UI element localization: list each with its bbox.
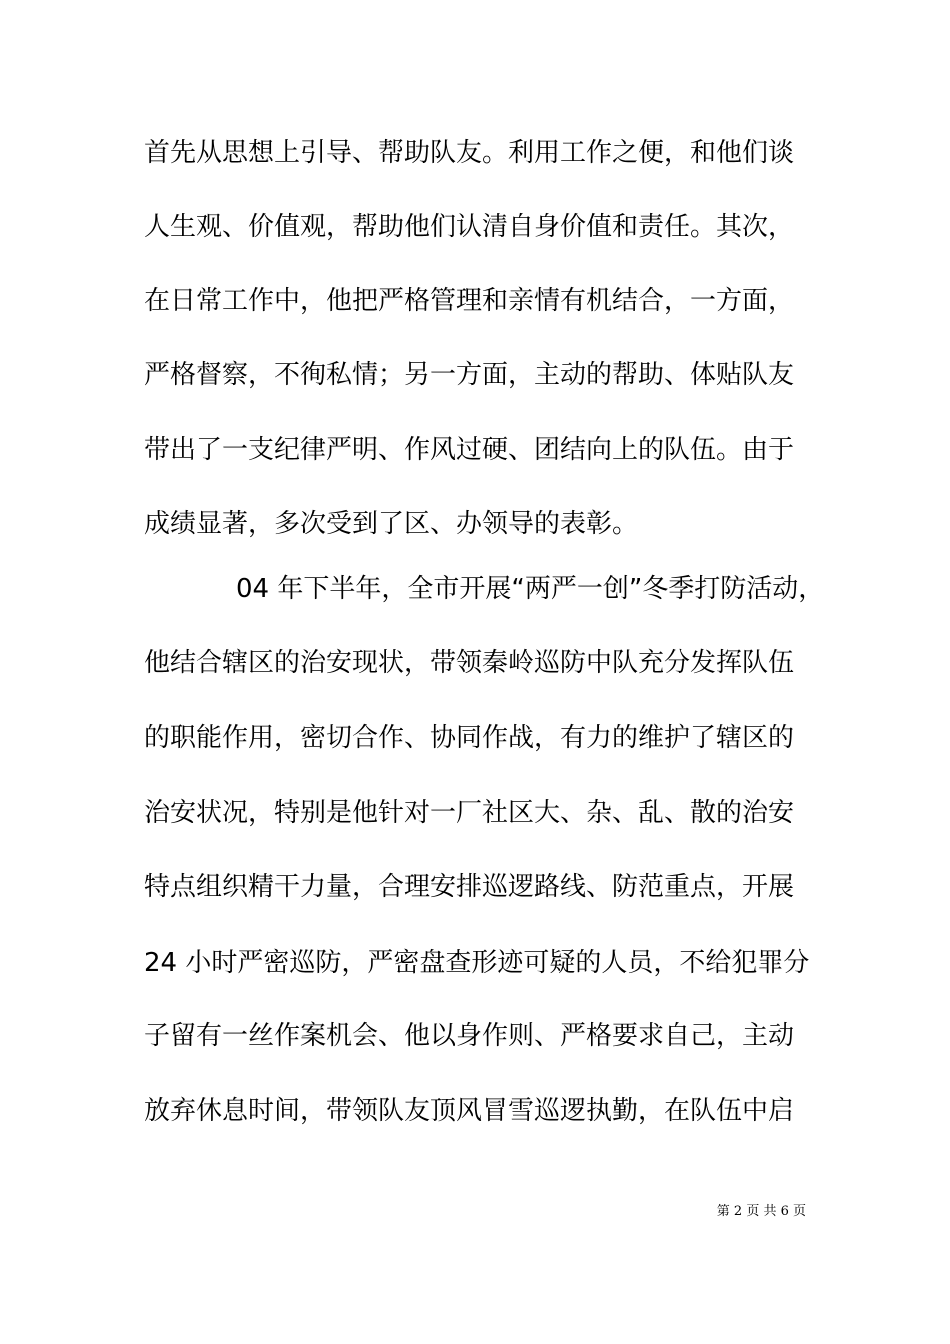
text-line-11: 特点组织精干力量，合理安排巡逻路线、防范重点，开展	[144, 872, 795, 902]
text-line-1: 首先从思想上引导、帮助队友。利用工作之便，和他们谈	[144, 138, 795, 168]
text-line-6: 成绩显著，多次受到了区、办领导的表彰。	[144, 509, 639, 539]
text-line-3: 在日常工作中，他把严格管理和亲情有机结合，一方面，	[144, 286, 795, 316]
text-line-8: 他结合辖区的治安现状，带领秦岭巡防中队充分发挥队伍	[144, 648, 795, 678]
page-number-footer: 第 2 页 共 6 页	[716, 1204, 806, 1219]
text-line-14: 放弃休息时间，带领队友顶风冒雪巡逻执勤，在队伍中启	[144, 1096, 795, 1126]
text-line-13: 子留有一丝作案机会、他以身作则、严格要求自己，主动	[144, 1021, 795, 1051]
text-line-12: 24 小时严密巡防，严密盘查形迹可疑的人员，不给犯罪分	[144, 948, 810, 978]
text-line-2: 人生观、价值观，帮助他们认清自身价值和责任。其次，	[144, 212, 795, 242]
text-line-4: 严格督察，不徇私情；另一方面，主动的帮助、体贴队友	[144, 360, 795, 390]
text-line-7-paragraph-start: 04 年下半年，全市开展“两严一创”冬季打防活动，	[236, 574, 825, 604]
text-line-10: 治安状况，特别是他针对一厂社区大、杂、乱、散的治安	[144, 798, 795, 828]
text-line-5: 带出了一支纪律严明、作风过硬、团结向上的队伍。由于	[144, 435, 795, 465]
text-line-9: 的职能作用，密切合作、协同作战，有力的维护了辖区的	[144, 723, 795, 753]
